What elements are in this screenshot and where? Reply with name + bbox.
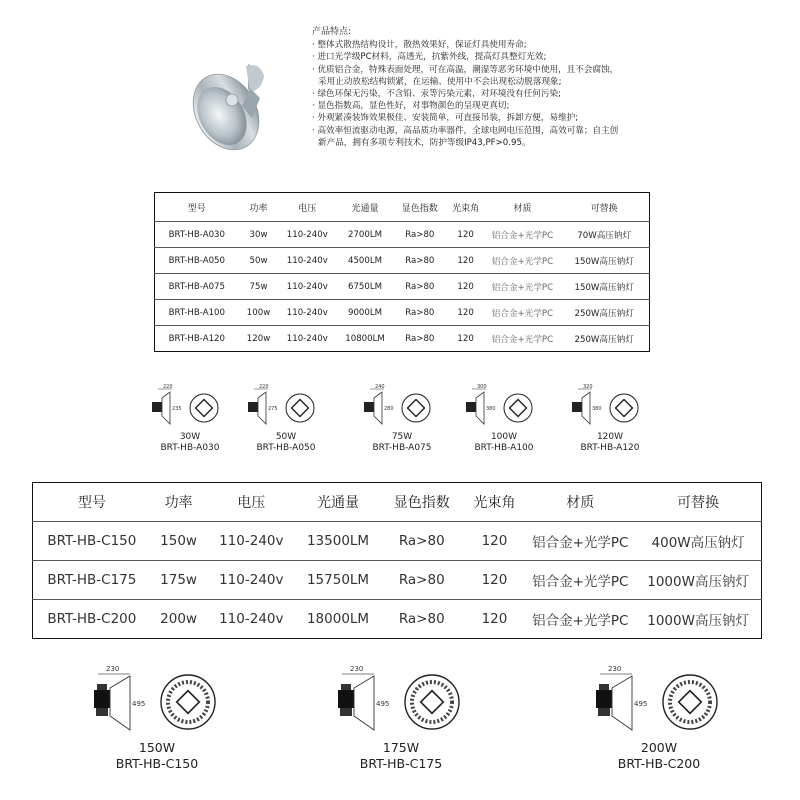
cell-voltage: 110-240v — [278, 300, 336, 326]
cell-voltage: 110-240v — [206, 522, 296, 561]
dim-side-label: 235 — [172, 406, 182, 412]
col-replace: 可替换 — [635, 483, 761, 522]
table-row — [33, 561, 762, 600]
col-flux: 光通量 — [336, 193, 394, 222]
cell-power: 100w — [239, 300, 279, 326]
cell-power: 75w — [239, 274, 279, 300]
lamp-photo — [190, 58, 290, 162]
dim-side-label: 495 — [132, 700, 146, 708]
feature-item: · 优质铝合金，特殊表面处理，可在高温，潮湿等恶劣环境中使用，且不会腐蚀， — [312, 64, 619, 75]
cell-voltage: 110-240v — [286, 333, 328, 344]
cell-material: 铝合金+光学PC — [532, 613, 629, 629]
cell-material: 铝合金+光学PC — [525, 561, 635, 600]
col-model: 型号 — [33, 483, 151, 522]
cell-power: 175w — [151, 561, 207, 600]
cell-cri: Ra>80 — [380, 561, 464, 600]
cell-model: BRT-HB-A050 — [155, 248, 239, 274]
col-cri: 显色指数 — [394, 193, 446, 222]
diagram-watt: 30W — [179, 432, 201, 442]
cell-voltage: 110-240v — [278, 248, 336, 274]
table-row — [33, 600, 762, 639]
dim-side-label: 495 — [634, 700, 648, 708]
dim-top-label: 220 — [163, 384, 173, 390]
diagram-a075 — [352, 384, 452, 454]
table-row — [155, 300, 650, 326]
cell-replace: 150W高压钠灯 — [559, 248, 649, 274]
cell-voltage: 110-240v — [206, 561, 296, 600]
dim-side-label: 275 — [268, 406, 278, 412]
col-voltage: 电压 — [278, 193, 336, 222]
cell-beam: 120 — [464, 561, 526, 600]
cell-beam: 120 — [464, 522, 526, 561]
cell-cri: Ra>80 — [398, 611, 445, 627]
feature-item: · 绿色环保无污染，不含铅、汞等污染元素，对环境没有任何污染; — [312, 89, 561, 100]
cell-model: BRT-HB-C175 — [33, 561, 151, 600]
cell-replace: 250W高压钠灯 — [559, 300, 649, 326]
cell-replace: 400W高压钠灯 — [635, 522, 761, 561]
col-voltage: 电压 — [206, 483, 296, 522]
cell-flux: 9000LM — [336, 300, 394, 326]
feature-item: · 外观紧凑装饰效果极佳、安装简单，可直接吊装，拆卸方便，易维护; — [312, 113, 579, 124]
cell-flux: 10800LM — [345, 333, 385, 344]
cell-material: 铝合金+光学PC — [486, 248, 560, 274]
cell-model: BRT-HB-C150 — [33, 522, 151, 561]
cell-model: BRT-HB-A075 — [155, 274, 239, 300]
diagram-watt: 120W — [596, 432, 624, 442]
cell-flux: 2700LM — [336, 222, 394, 248]
dim-top-label: 220 — [259, 384, 269, 390]
product-features — [312, 26, 732, 149]
diagram-c200 — [584, 664, 734, 772]
cell-beam: 120 — [446, 222, 486, 248]
cell-beam: 120 — [446, 248, 486, 274]
cell-flux: 4500LM — [336, 248, 394, 274]
diagram-model: BRT-HB-C150 — [115, 756, 199, 771]
feature-item: · 进口光学级PC材料，高透光，抗紫外线，提高灯具整灯光效; — [312, 52, 547, 63]
lamp-dimension-drawing — [456, 384, 552, 432]
cell-material: 铝合金+光学PC — [486, 274, 560, 300]
cell-model: BRT-HB-A100 — [155, 300, 239, 326]
lamp-dimension-drawing — [84, 664, 230, 740]
diagram-model: BRT-HB-A100 — [474, 443, 534, 453]
cell-voltage: 110-240v — [219, 611, 284, 627]
cell-replace: 250W高压钠灯 — [574, 334, 634, 345]
dim-top-label: 320 — [583, 384, 593, 390]
feature-item: · 整体式散热结构设计，散热效果好，保证灯具使用寿命; — [312, 40, 527, 51]
dim-side-label: 280 — [384, 406, 394, 412]
lamp-dimension-drawing — [328, 664, 474, 740]
col-material: 材质 — [525, 483, 635, 522]
cell-power: 150w — [151, 522, 207, 561]
diagram-watt: 200W — [640, 740, 678, 755]
col-cri: 显色指数 — [380, 483, 464, 522]
dim-top-label: 230 — [350, 665, 364, 673]
cell-cri: Ra>80 — [405, 333, 435, 344]
cell-replace: 1000W高压钠灯 — [647, 613, 749, 629]
col-power: 功率 — [239, 193, 279, 222]
table-row — [155, 326, 650, 352]
diagram-model: BRT-HB-A120 — [580, 443, 640, 453]
lamp-dimension-drawing — [238, 384, 334, 432]
diagram-model: BRT-HB-A075 — [372, 443, 432, 453]
diagram-c175 — [326, 664, 476, 772]
col-beam: 光束角 — [446, 193, 486, 222]
diagram-a120 — [560, 384, 660, 454]
diagram-watt: 150W — [138, 740, 176, 755]
diagram-model: BRT-HB-A030 — [160, 443, 220, 453]
cell-voltage: 110-240v — [278, 274, 336, 300]
dim-top-label: 230 — [106, 665, 120, 673]
diagram-a050 — [236, 384, 336, 454]
col-power: 功率 — [151, 483, 207, 522]
cell-model: BRT-HB-C200 — [47, 611, 137, 627]
feature-item-continuation: 采用止动放松结构锁紧，在运输、使用中不会出现松动脱落现象; — [318, 76, 562, 87]
table-row — [33, 522, 762, 561]
dim-top-label: 230 — [608, 665, 622, 673]
lamp-dimension-drawing — [586, 664, 732, 740]
cell-power: 120w — [246, 333, 271, 344]
col-flux: 光通量 — [296, 483, 380, 522]
features-title: 产品特点: — [312, 27, 352, 37]
diagram-model: BRT-HB-A050 — [256, 443, 316, 453]
diagram-a100 — [454, 384, 554, 454]
cell-replace: 1000W高压钠灯 — [635, 561, 761, 600]
cell-voltage: 110-240v — [278, 222, 336, 248]
dim-side-label: 380 — [486, 406, 496, 412]
dim-side-label: 495 — [376, 700, 390, 708]
lamp-dimension-drawing — [354, 384, 450, 432]
cell-cri: Ra>80 — [380, 522, 464, 561]
cell-power: 200w — [160, 611, 197, 627]
cell-beam: 120 — [481, 611, 508, 627]
cell-cri: Ra>80 — [394, 222, 446, 248]
spec-table-c — [32, 482, 762, 639]
feature-item-continuation: 新产品，拥有多项专利技术，防护等级IP43,PF>0.95。 — [318, 137, 531, 148]
cell-flux: 15750LM — [296, 561, 380, 600]
lamp-dimension-drawing — [562, 384, 658, 432]
cell-beam: 120 — [457, 333, 474, 344]
diagram-watt: 175W — [382, 740, 420, 755]
table-header-row — [33, 483, 762, 522]
lamp-dimension-drawing — [142, 384, 238, 432]
cell-cri: Ra>80 — [394, 274, 446, 300]
cell-model: BRT-HB-A120 — [168, 333, 225, 344]
dim-top-label: 300 — [477, 384, 487, 390]
cell-material: 铝合金+光学PC — [486, 300, 560, 326]
diagram-a030 — [140, 384, 240, 454]
feature-item: · 显色指数高，显色性好，对事物颜色的呈现更真切; — [312, 101, 510, 112]
spec-table-a — [154, 192, 650, 352]
cell-power: 50w — [239, 248, 279, 274]
cell-flux: 13500LM — [296, 522, 380, 561]
cell-flux: 6750LM — [336, 274, 394, 300]
col-model: 型号 — [155, 193, 239, 222]
diagram-c150 — [82, 664, 232, 772]
cell-material: 铝合金+光学PC — [486, 222, 560, 248]
cell-replace: 70W高压钠灯 — [559, 222, 649, 248]
cell-replace: 150W高压钠灯 — [559, 274, 649, 300]
cell-model: BRT-HB-A030 — [155, 222, 239, 248]
cell-beam: 120 — [446, 300, 486, 326]
col-material: 材质 — [486, 193, 560, 222]
cell-beam: 120 — [446, 274, 486, 300]
diagram-watt: 100W — [490, 432, 518, 442]
table-row — [155, 274, 650, 300]
cell-cri: Ra>80 — [394, 300, 446, 326]
diagram-model: BRT-HB-C175 — [359, 756, 443, 771]
table-row — [155, 222, 650, 248]
table-header-row — [155, 193, 650, 222]
col-beam: 光束角 — [464, 483, 526, 522]
diagram-watt: 50W — [275, 432, 297, 442]
cell-power: 30w — [239, 222, 279, 248]
feature-item: · 高效率恒流驱动电源，高品质功率器件，全球电网电压范围，高效可靠；自主创 — [312, 125, 619, 136]
cell-material: 铝合金+光学PC — [491, 334, 554, 345]
diagram-model: BRT-HB-C200 — [617, 756, 701, 771]
cell-material: 铝合金+光学PC — [525, 522, 635, 561]
diagram-watt: 75W — [391, 432, 413, 442]
col-replace: 可替换 — [559, 193, 649, 222]
dim-side-label: 380 — [592, 406, 602, 412]
dim-top-label: 240 — [375, 384, 385, 390]
cell-flux: 18000LM — [306, 611, 370, 627]
cell-cri: Ra>80 — [394, 248, 446, 274]
table-row — [155, 248, 650, 274]
